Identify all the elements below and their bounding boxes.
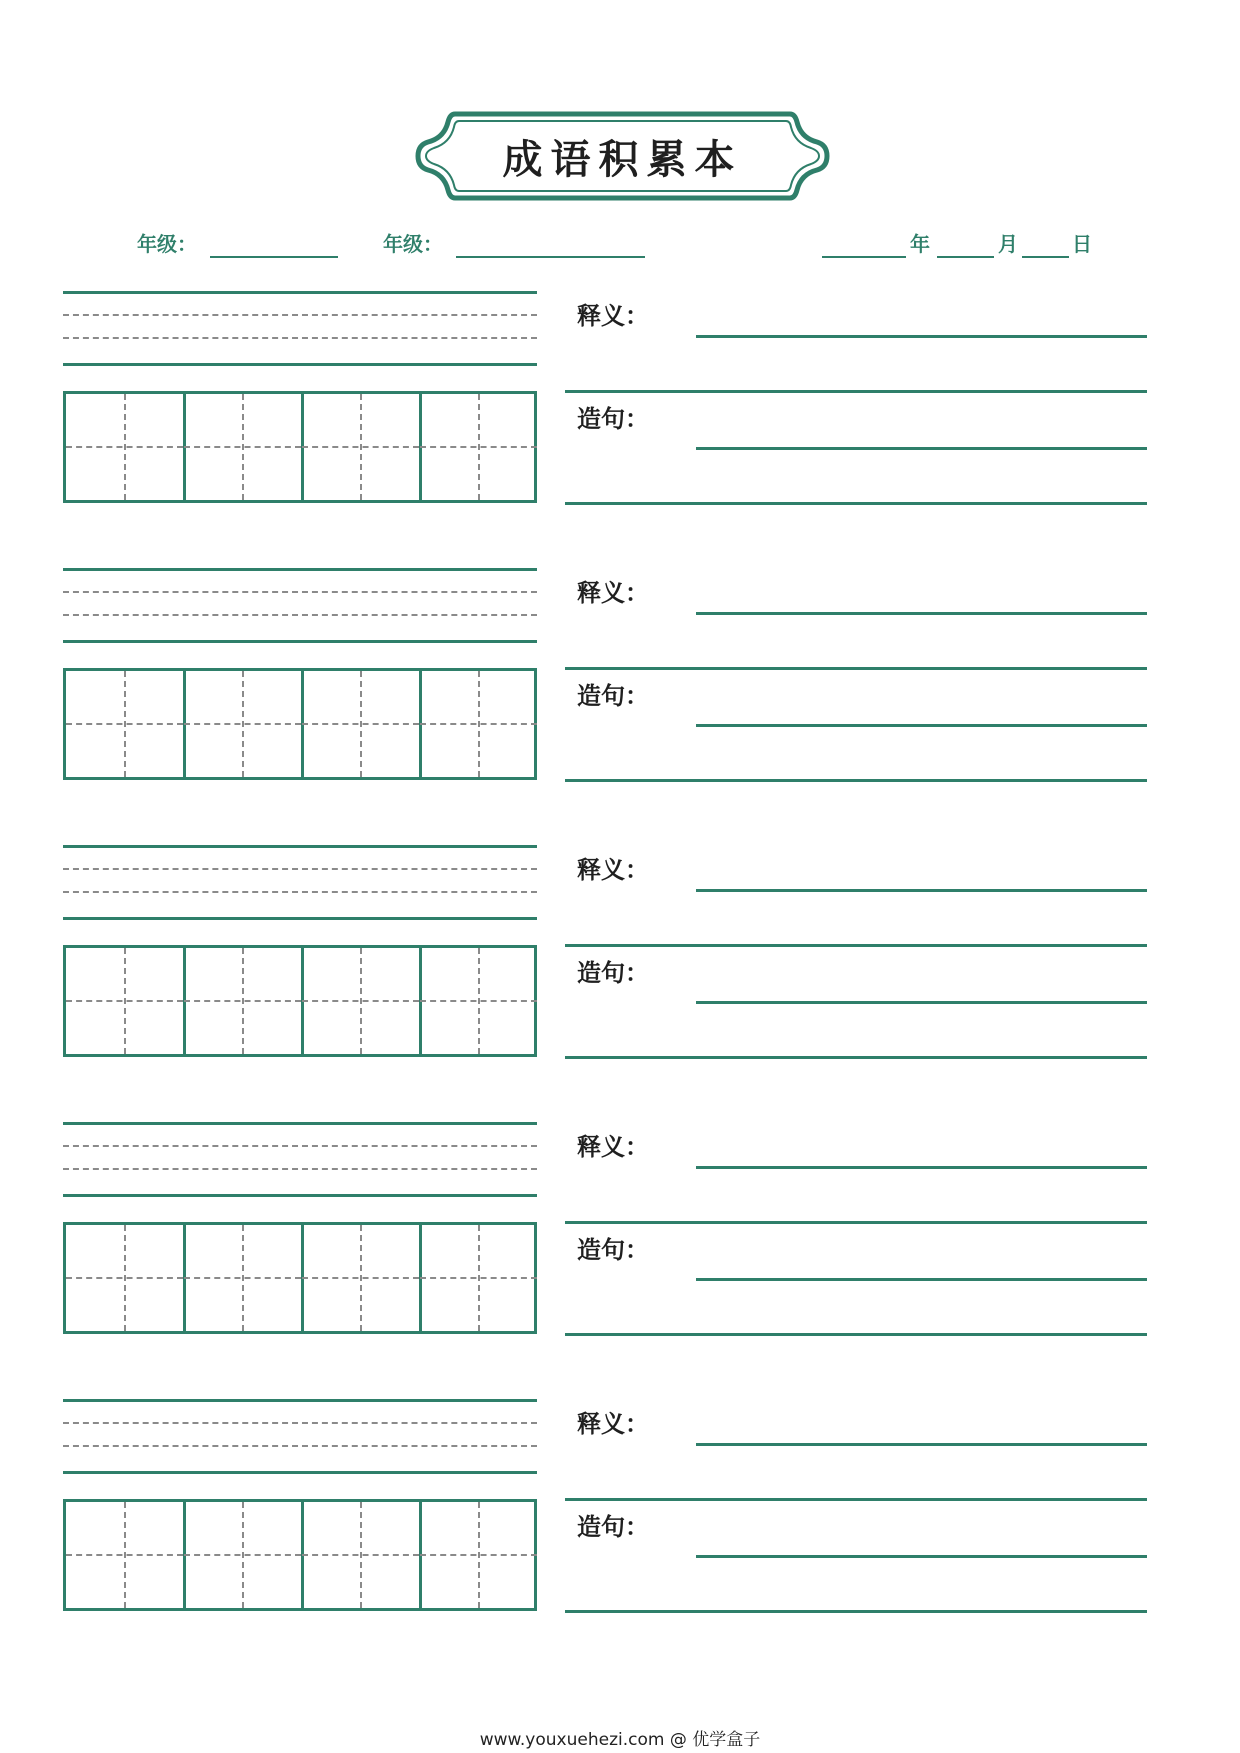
pinyin-bottom-line [63,917,537,920]
meaning-label: 释义： [577,855,649,884]
sentence-line[interactable] [565,1610,1147,1613]
tian-cell[interactable] [420,1502,537,1608]
day-field[interactable] [1022,256,1069,258]
sentence-line[interactable] [565,1056,1147,1059]
meaning-line[interactable] [696,889,1147,892]
tian-cell[interactable] [302,948,419,1054]
pinyin-bottom-line [63,640,537,643]
sentence-line[interactable] [565,502,1147,505]
sentence-top-line [565,390,1147,393]
pinyin-top-line [63,1122,537,1125]
tian-cell[interactable] [420,1225,537,1331]
character-grid[interactable] [63,391,537,503]
footer-watermark: www.youxuehezi.com @ 优学盒子 [479,1730,761,1750]
pinyin-dash-line [63,1145,537,1147]
sentence-line[interactable] [565,1333,1147,1336]
sentence-label: 造句： [577,1235,649,1264]
pinyin-dash-line [63,1168,537,1170]
sentence-top-line [565,944,1147,947]
character-grid[interactable] [63,945,537,1057]
year-field[interactable] [822,256,906,258]
grade-field-2[interactable] [456,256,645,258]
tian-cell[interactable] [66,948,183,1054]
tian-cell[interactable] [302,1225,419,1331]
sentence-line[interactable] [565,779,1147,782]
sentence-line[interactable] [696,1001,1147,1004]
tian-cell[interactable] [184,671,301,777]
month-field[interactable] [937,256,994,258]
pinyin-dash-line [63,614,537,616]
pinyin-top-line [63,291,537,294]
sentence-line[interactable] [696,1278,1147,1281]
tian-cell[interactable] [66,394,183,500]
pinyin-dash-line [63,1422,537,1424]
character-grid[interactable] [63,1499,537,1611]
grade-field-1[interactable] [210,256,338,258]
tian-cell[interactable] [302,394,419,500]
page-title: 成语积累本 [502,135,743,183]
tian-cell[interactable] [184,394,301,500]
sentence-top-line [565,1221,1147,1224]
sentence-label: 造句： [577,681,649,710]
tian-cell[interactable] [184,948,301,1054]
tian-cell[interactable] [184,1502,301,1608]
tian-cell[interactable] [420,671,537,777]
tian-cell[interactable] [302,671,419,777]
meaning-line[interactable] [696,1166,1147,1169]
pinyin-bottom-line [63,1194,537,1197]
pinyin-dash-line [63,591,537,593]
pinyin-top-line [63,568,537,571]
pinyin-bottom-line [63,1471,537,1474]
day-label: 日 [1072,232,1092,256]
pinyin-top-line [63,1399,537,1402]
sentence-label: 造句： [577,958,649,987]
pinyin-bottom-line [63,363,537,366]
sentence-line[interactable] [696,724,1147,727]
tian-cell[interactable] [302,1502,419,1608]
sentence-line[interactable] [696,447,1147,450]
pinyin-dash-line [63,1445,537,1447]
meaning-line[interactable] [696,335,1147,338]
title-badge [415,110,830,202]
sentence-line[interactable] [696,1555,1147,1558]
character-grid[interactable] [63,668,537,780]
tian-cell[interactable] [420,394,537,500]
sentence-label: 造句： [577,404,649,433]
pinyin-dash-line [63,337,537,339]
meaning-line[interactable] [696,1443,1147,1446]
sentence-label: 造句： [577,1512,649,1541]
tian-cell[interactable] [66,1502,183,1608]
meaning-line[interactable] [696,612,1147,615]
tian-cell[interactable] [66,1225,183,1331]
pinyin-dash-line [63,314,537,316]
grade-label-1: 年级： [137,232,197,256]
pinyin-dash-line [63,891,537,893]
tian-cell[interactable] [420,948,537,1054]
sentence-top-line [565,667,1147,670]
tian-cell[interactable] [66,671,183,777]
meaning-label: 释义： [577,1409,649,1438]
meaning-label: 释义： [577,301,649,330]
character-grid[interactable] [63,1222,537,1334]
meaning-label: 释义： [577,578,649,607]
pinyin-top-line [63,845,537,848]
grade-label-2: 年级： [383,232,443,256]
year-label: 年 [910,232,930,256]
pinyin-dash-line [63,868,537,870]
sentence-top-line [565,1498,1147,1501]
month-label: 月 [998,232,1018,256]
meaning-label: 释义： [577,1132,649,1161]
tian-cell[interactable] [184,1225,301,1331]
